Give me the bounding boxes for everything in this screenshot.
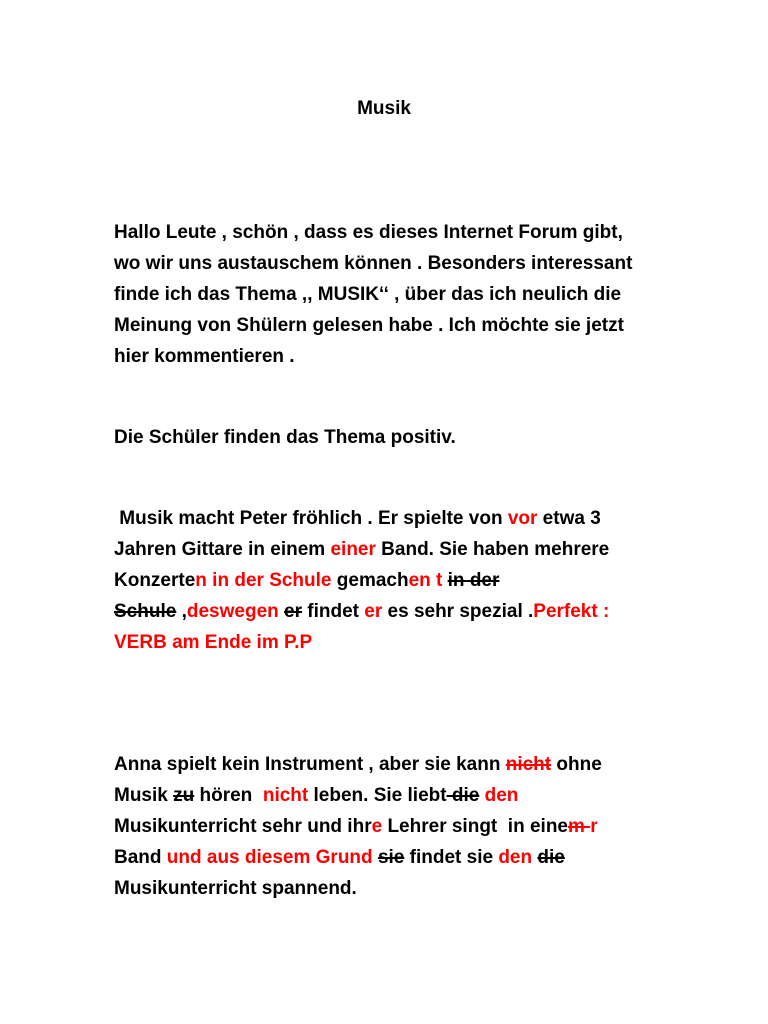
struck-text: zu [173, 785, 195, 806]
correction-text: Perfekt : [533, 601, 610, 622]
text-line: wo wir uns austauschem können . Besonders interessant [114, 253, 633, 274]
struck-text: sie [377, 847, 405, 868]
document-title: Musik [357, 98, 411, 119]
struck-text: in der [447, 570, 500, 591]
correction-text: und aus diesem Grund [166, 847, 373, 868]
text-line: Hallo Leute , schön , dass es dieses Internet Forum gibt, [114, 222, 623, 243]
text-line [114, 565, 674, 596]
text-line [114, 780, 674, 811]
paragraph-anna [114, 749, 674, 904]
correction-text: en t [408, 570, 443, 591]
struck-correction-text: nicht [505, 754, 552, 775]
text-line [114, 596, 674, 627]
text-line: Die Schüler finden das Thema positiv. [114, 427, 456, 448]
struck-text: er [284, 601, 302, 622]
text-line: Musikunterricht spannend. [114, 878, 357, 899]
correction-text: den [479, 785, 519, 806]
correction-text: nicht [262, 785, 309, 806]
text-line [114, 749, 674, 780]
grammar-note: VERB am Ende im P.P [114, 632, 313, 653]
correction-text: n in der Schule [195, 570, 332, 591]
text-line [114, 811, 674, 842]
text-segment: Musik macht Peter fröhlich . Er spielte von [114, 508, 508, 529]
text-segment: Anna spielt kein Instrument , aber sie kann [114, 754, 506, 775]
struck-text: die [537, 847, 565, 868]
correction-text: r [590, 816, 598, 837]
correction-text: einer [330, 539, 376, 560]
text-segment: Band [114, 847, 167, 868]
text-segment: ohne [551, 754, 602, 775]
struck-text: Schule [114, 601, 177, 622]
correction-text: vor [507, 508, 538, 529]
text-line: hier kommentieren . [114, 346, 295, 367]
text-segment: Konzerte [114, 570, 196, 591]
correction-text: er [364, 601, 383, 622]
text-segment: , [176, 601, 187, 622]
text-line [114, 534, 674, 565]
text-segment: Band. Sie haben mehrere [375, 539, 610, 560]
text-line: finde ich das Thema ,, MUSIK‘‘ , über das ich neulich die [114, 284, 622, 305]
text-segment: Musikunterricht sehr und ihr [114, 816, 372, 837]
text-line: Meinung von Shülern gelesen habe . Ich möchte sie jetzt [114, 315, 624, 336]
correction-text: e [371, 816, 383, 837]
correction-text: den [498, 847, 533, 868]
text-segment: gemach [331, 570, 409, 591]
text-segment: hören [194, 785, 263, 806]
text-segment: Jahren Gittare in einem [114, 539, 331, 560]
paragraph-summary [114, 422, 674, 453]
text-segment: findet sie [404, 847, 499, 868]
text-segment: leben. Sie liebt [308, 785, 447, 806]
struck-correction-text: m [568, 816, 591, 837]
text-line [114, 503, 674, 534]
paragraph-intro [114, 217, 674, 372]
text-line [114, 842, 674, 873]
text-segment: findet [302, 601, 365, 622]
paragraph-peter [114, 503, 674, 658]
correction-text: deswegen [186, 601, 279, 622]
text-segment: es sehr spezial . [382, 601, 534, 622]
struck-text: die [446, 785, 480, 806]
text-segment: Lehrer singt in eine [382, 816, 568, 837]
text-segment: etwa 3 [537, 508, 601, 529]
text-segment: Musik [114, 785, 174, 806]
